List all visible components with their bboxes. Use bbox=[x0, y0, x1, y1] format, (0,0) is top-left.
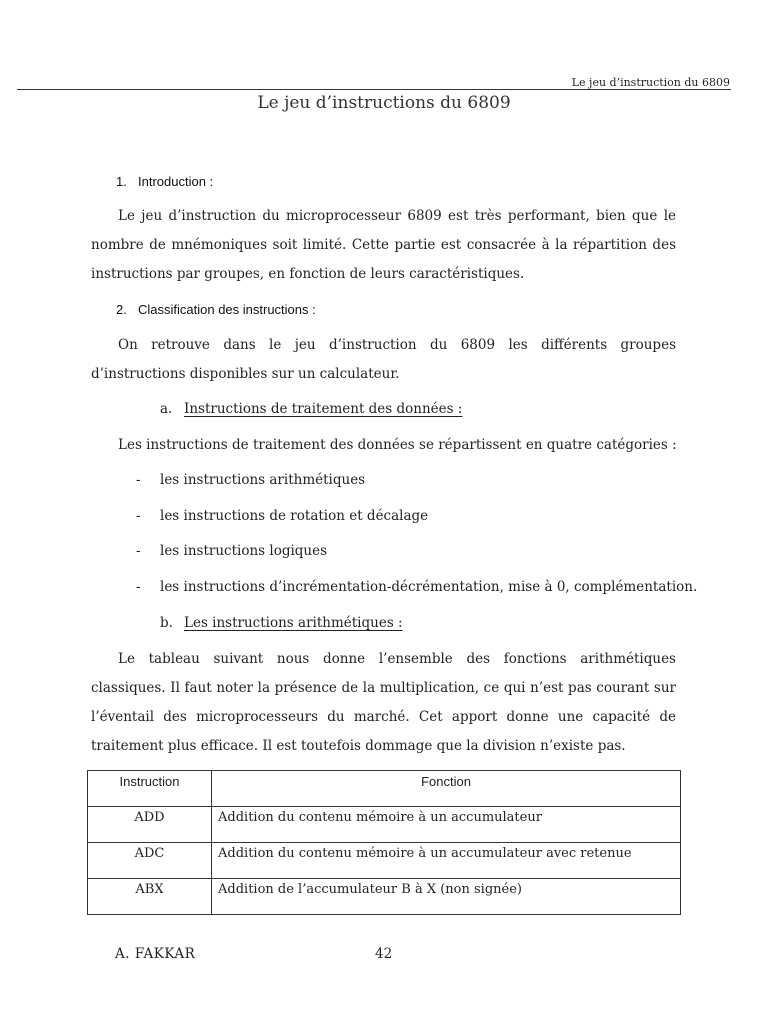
table-cell-fonction: Addition de l’accumulateur B à X (non signée) bbox=[212, 879, 681, 915]
page-title: Le jeu d’instructions du 6809 bbox=[257, 93, 511, 113]
intro-paragraph-text: Le jeu d’instruction du microprocesseur 6809 est très performant, bien que le nombre de mnémoniques soit limité. Cette partie est consacrée à la répartition des instructions par groupes, en fonction de leurs caractéristiques. bbox=[91, 208, 676, 282]
header-rule bbox=[17, 89, 731, 90]
list-item: - les instructions de rotation et décalage bbox=[136, 508, 429, 524]
section-heading-introduction bbox=[116, 174, 213, 189]
classification-paragraph bbox=[91, 331, 676, 389]
categories-lead: Les instructions de traitement des données se répartissent en quatre catégories : bbox=[118, 437, 677, 453]
column-header-instruction: Instruction bbox=[88, 771, 212, 807]
section-number: 1. bbox=[116, 174, 127, 189]
subsection-letter: a. bbox=[160, 401, 173, 417]
section-heading-classification bbox=[116, 302, 316, 317]
column-header-fonction: Fonction bbox=[212, 771, 681, 807]
table-cell-fonction: Addition du contenu mémoire à un accumulateur bbox=[212, 807, 681, 843]
table-row bbox=[88, 843, 681, 879]
section-heading-text: Classification des instructions : bbox=[138, 302, 316, 317]
table-cell-instruction: ABX bbox=[88, 879, 212, 915]
list-item: - les instructions logiques bbox=[136, 543, 328, 559]
list-item: - les instructions d’incrémentation-décrémentation, mise à 0, complémentation. bbox=[136, 579, 698, 595]
section-heading-text: Introduction : bbox=[138, 174, 214, 189]
list-item-text: les instructions de rotation et décalage bbox=[160, 508, 429, 524]
section-number: 2. bbox=[116, 302, 127, 317]
list-item-text: les instructions logiques bbox=[160, 543, 328, 559]
list-item-text: les instructions arithmétiques bbox=[160, 472, 366, 488]
running-header: Le jeu d’instruction du 6809 bbox=[571, 76, 730, 89]
arithmetic-paragraph-text: Le tableau suivant nous donne l’ensemble des fonctions arithmétiques classiques. Il faut noter la présence de la multiplication, ce qui n’est pas courant sur l’éventail des microprocesseurs du marché. Cet apport donne une capacité de traitement plus efficace. Il est toutefois dommage que la division n’existe pas. bbox=[91, 651, 676, 754]
subsection-heading-a bbox=[160, 401, 462, 417]
table-row bbox=[88, 807, 681, 843]
subsection-heading-b bbox=[160, 615, 403, 631]
table-cell-fonction: Addition du contenu mémoire à un accumulateur avec retenue bbox=[212, 843, 681, 879]
table-cell-instruction: ADD bbox=[88, 807, 212, 843]
subsection-heading-text: Les instructions arithmétiques : bbox=[184, 615, 403, 631]
list-item-text: les instructions d’incrémentation-décrémentation, mise à 0, complémentation. bbox=[160, 579, 698, 595]
subsection-letter: b. bbox=[160, 615, 173, 631]
subsection-heading-text: Instructions de traitement des données : bbox=[184, 401, 463, 417]
arithmetic-paragraph bbox=[91, 645, 676, 761]
page-number: 42 bbox=[375, 946, 393, 962]
intro-paragraph bbox=[91, 202, 676, 289]
classification-paragraph-text: On retrouve dans le jeu d’instruction du 6809 les différents groupes d’instructions disponibles sur un calculateur. bbox=[91, 337, 676, 382]
list-item: - les instructions arithmétiques bbox=[136, 472, 366, 488]
table-row bbox=[88, 879, 681, 915]
table-header-row bbox=[88, 771, 681, 807]
instructions-table bbox=[87, 770, 681, 915]
footer-author: A. FAKKAR bbox=[115, 946, 196, 962]
table-cell-instruction: ADC bbox=[88, 843, 212, 879]
